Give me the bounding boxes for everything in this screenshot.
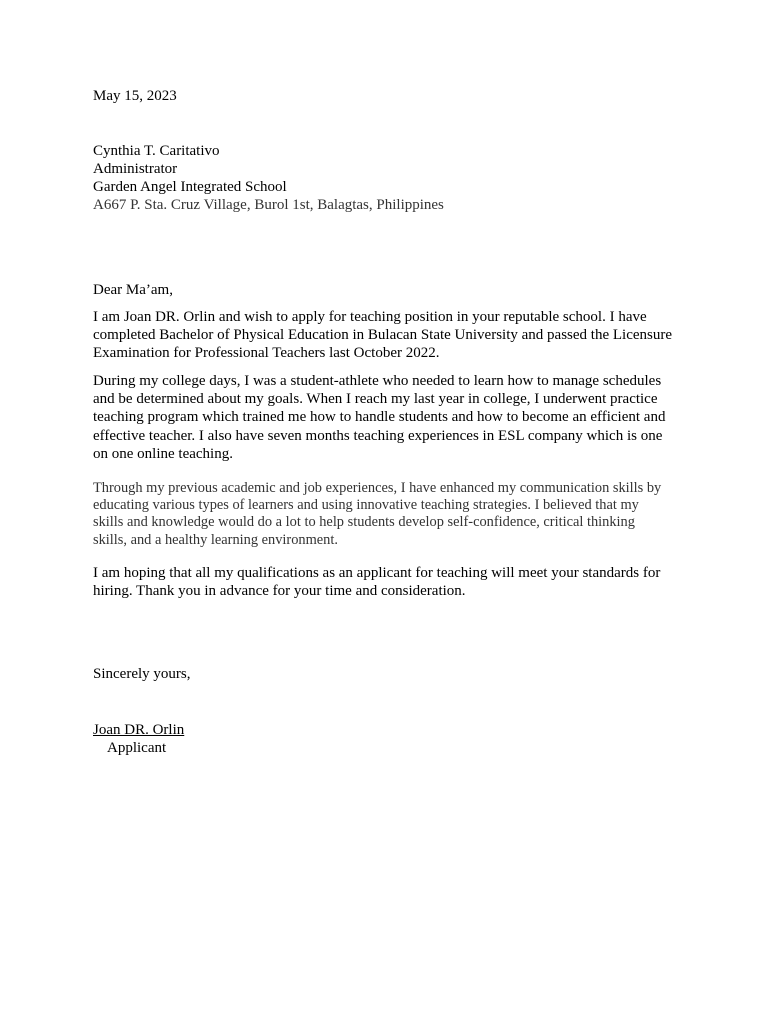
closing: Sincerely yours, — [93, 666, 191, 682]
signature-title: Applicant — [107, 740, 167, 756]
body-paragraph: I am Joan DR. Orlin and wish to apply for teaching position in your reputable school. I have completed Bachelor of Physical Education in Bulacan State University and passed the Licensure Examination for Professional Teachers last October 2022. — [93, 309, 672, 362]
letter-date: May 15, 2023 — [93, 88, 177, 104]
body-paragraph: During my college days, I was a student-athlete who needed to learn how to manage schedules and be determined about my goals. When I reach my last year in college, I underwent practice teaching program which trained me how to handle students and how to become an efficient and effective teacher. I also have seven months teaching experiences in ESL company which is one on one online teaching. — [93, 373, 666, 462]
salutation: Dear Ma’am, — [93, 282, 173, 298]
recipient-address: A667 P. Sta. Cruz Village, Burol 1st, Balagtas, Philippines — [93, 197, 444, 213]
recipient-school: Garden Angel Integrated School — [93, 179, 287, 195]
signature-name: Joan DR. Orlin — [93, 722, 185, 738]
body-paragraph: I am hoping that all my qualifications as an applicant for teaching will meet your standards for hiring. Thank you in advance for your time and consideration. — [93, 565, 661, 600]
recipient-name: Cynthia T. Caritativo — [93, 143, 220, 159]
recipient-title: Administrator — [93, 161, 178, 177]
body-paragraph: Through my previous academic and job experiences, I have enhanced my communication skills by educating various types of learners and using innovative teaching strategies. I believed that my skills and knowledge would do a lot to help students develop self-confidence, critical thinking skills, and a healthy learning environment. — [93, 480, 662, 548]
